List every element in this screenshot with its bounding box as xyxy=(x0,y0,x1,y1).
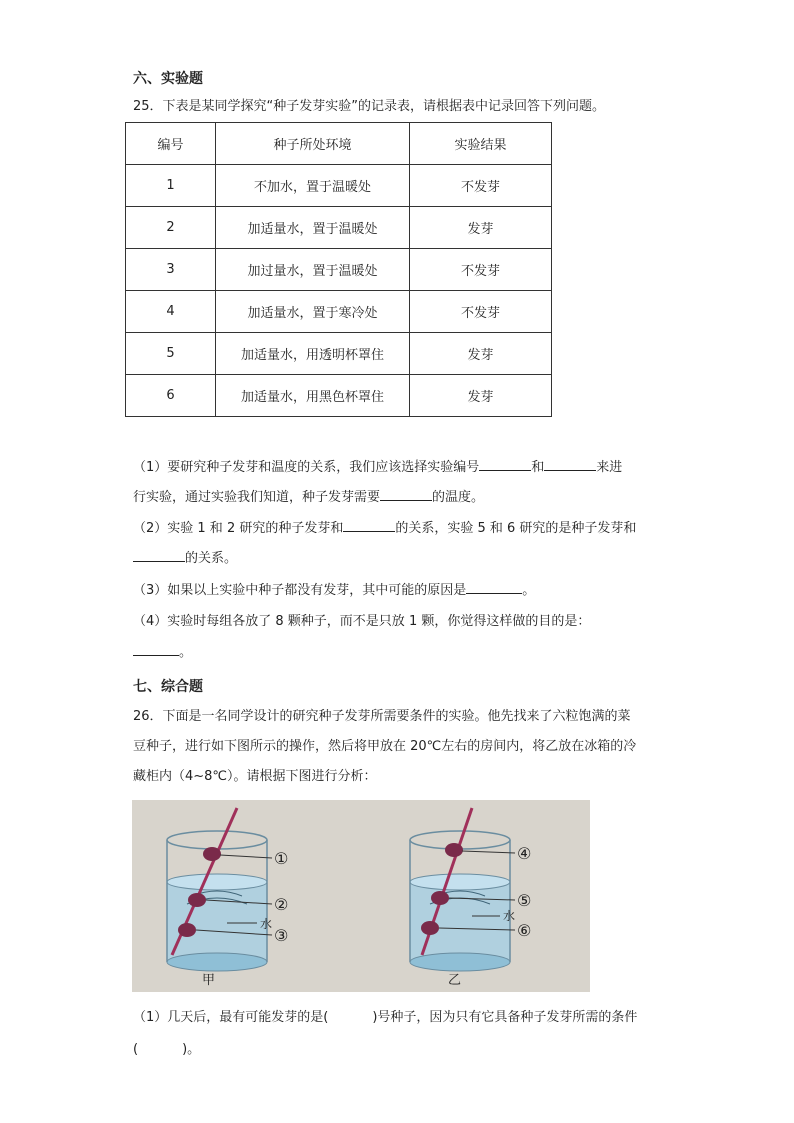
q25-sub4-text-b: 。 xyxy=(179,645,193,660)
answer-blank[interactable] xyxy=(466,581,522,594)
q25-sub2-text-c: 的关系。 xyxy=(185,551,238,566)
q25-sub3-text-a: （3）如果以上实验中种子都没有发芽，其中可能的原因是 xyxy=(133,583,467,598)
seed-3 xyxy=(178,923,196,937)
beaker-base-yi xyxy=(410,953,510,971)
cell-number: 6 xyxy=(126,375,216,417)
table-row xyxy=(126,333,552,375)
beaker-rim-jia xyxy=(167,831,267,849)
cell-number: 1 xyxy=(126,165,216,207)
record-table xyxy=(125,122,552,417)
beaker-base-jia xyxy=(167,953,267,971)
cell-number: 3 xyxy=(126,249,216,291)
q25-sub1-text-e: 的温度。 xyxy=(432,490,485,505)
pointer-line xyxy=(462,851,515,853)
q25-sub2-line2 xyxy=(133,549,237,568)
q26-sub1-text-d: )。 xyxy=(182,1042,201,1057)
label-seed-4: ④ xyxy=(517,844,532,863)
table-row xyxy=(126,375,552,417)
cell-environment: 加适量水，用透明杯罩住 xyxy=(216,333,410,375)
cell-environment: 加适量水，置于温暖处 xyxy=(216,207,410,249)
label-seed-3: ③ xyxy=(274,926,289,945)
question-26-line2: 豆种子，进行如下图所示的操作，然后将甲放在 20℃左右的房间内，将乙放在冰箱的冷 xyxy=(133,739,637,754)
table-row xyxy=(126,291,552,333)
label-seed-1: ① xyxy=(274,849,289,868)
q25-sub1-text-d: 行实验，通过实验我们知道，种子发芽需要 xyxy=(133,490,381,505)
cell-result: 发芽 xyxy=(410,333,552,375)
cell-result: 不发芽 xyxy=(410,291,552,333)
seed-2 xyxy=(188,893,206,907)
cell-result: 发芽 xyxy=(410,207,552,249)
q25-sub1-text-c: 来进 xyxy=(596,460,623,475)
table-header-row xyxy=(126,123,552,165)
beaker-yi xyxy=(410,808,515,971)
water-label-jia: 水 xyxy=(260,917,273,931)
answer-blank[interactable] xyxy=(544,458,596,471)
answer-blank[interactable] xyxy=(133,549,185,562)
cell-environment: 加适量水，用黑色杯罩住 xyxy=(216,375,410,417)
section-6-heading: 六、实验题 xyxy=(133,71,203,87)
q25-sub2-text-a: （2）实验 1 和 2 研究的种子发芽和 xyxy=(133,521,344,536)
beakers-illustration xyxy=(132,800,590,992)
label-seed-6: ⑥ xyxy=(517,921,532,940)
q25-sub2-line1 xyxy=(133,519,636,538)
q25-sub1-line1 xyxy=(133,458,622,477)
water-jia xyxy=(167,882,267,962)
water-surface-jia xyxy=(167,874,267,890)
cell-number: 5 xyxy=(126,333,216,375)
table-row xyxy=(126,207,552,249)
cell-number: 4 xyxy=(126,291,216,333)
q26-sub1-line1 xyxy=(133,1009,637,1027)
answer-blank[interactable] xyxy=(133,643,179,656)
q25-sub3 xyxy=(133,581,535,600)
cell-environment: 加过量水，置于温暖处 xyxy=(216,249,410,291)
q26-sub1-line2 xyxy=(133,1041,200,1059)
seed-5 xyxy=(431,891,449,905)
q25-sub3-text-b: 。 xyxy=(522,583,536,598)
header-cell-result: 实验结果 xyxy=(410,123,552,165)
table-row xyxy=(126,165,552,207)
cell-environment: 不加水，置于温暖处 xyxy=(216,165,410,207)
q25-sub2-text-b: 的关系，实验 5 和 6 研究的是种子发芽和 xyxy=(395,521,637,536)
q26-sub1-text-c: ( xyxy=(133,1042,139,1057)
cell-number: 2 xyxy=(126,207,216,249)
label-seed-2: ② xyxy=(274,895,289,914)
cell-result: 不发芽 xyxy=(410,165,552,207)
q25-sub4-line1 xyxy=(133,613,590,631)
seed-4 xyxy=(445,843,463,857)
water-label-yi: 水 xyxy=(503,909,516,923)
cell-result: 不发芽 xyxy=(410,249,552,291)
q26-sub1-text-b: )号种子，因为只有它具备种子发芽所需的条件 xyxy=(372,1010,638,1025)
question-25-intro: 25．下表是某同学探究“种子发芽实验”的记录表，请根据表中记录回答下列问题。 xyxy=(133,99,606,114)
water-surface-yi xyxy=(410,874,510,890)
cell-result: 发芽 xyxy=(410,375,552,417)
q25-sub1-line2 xyxy=(133,488,484,507)
label-seed-5: ⑤ xyxy=(517,891,532,910)
seed-6 xyxy=(421,921,439,935)
cell-environment: 加适量水，置于寒冷处 xyxy=(216,291,410,333)
experiment-figure xyxy=(132,800,590,992)
answer-blank[interactable] xyxy=(479,458,531,471)
table-row xyxy=(126,249,552,291)
header-cell-number: 编号 xyxy=(126,123,216,165)
question-26-line3: 藏柜内（4~8℃）。请根据下图进行分析： xyxy=(133,769,377,784)
caption-yi: 乙 xyxy=(448,973,462,988)
seed-1 xyxy=(203,847,221,861)
question-26-line1: 26．下面是一名同学设计的研究种子发芽所需要条件的实验。他先找来了六粒饱满的菜 xyxy=(133,709,631,724)
caption-jia: 甲 xyxy=(202,973,216,988)
section-7-heading: 七、综合题 xyxy=(133,679,203,695)
q26-sub1-text-a: （1）几天后，最有可能发芽的是( xyxy=(133,1010,329,1025)
q25-sub4-text-a: （4）实验时每组各放了 8 颗种子，而不是只放 1 颗，你觉得这样做的目的是： xyxy=(133,614,591,629)
header-cell-environment: 种子所处环境 xyxy=(216,123,410,165)
answer-blank[interactable] xyxy=(380,488,432,501)
pointer-line xyxy=(220,855,272,858)
q25-sub1-text-a: （1）要研究种子发芽和温度的关系，我们应该选择实验编号 xyxy=(133,460,480,475)
answer-blank[interactable] xyxy=(343,519,395,532)
q25-sub4-line2 xyxy=(133,643,192,662)
q25-sub1-text-b: 和 xyxy=(531,460,545,475)
beaker-jia xyxy=(167,808,272,971)
